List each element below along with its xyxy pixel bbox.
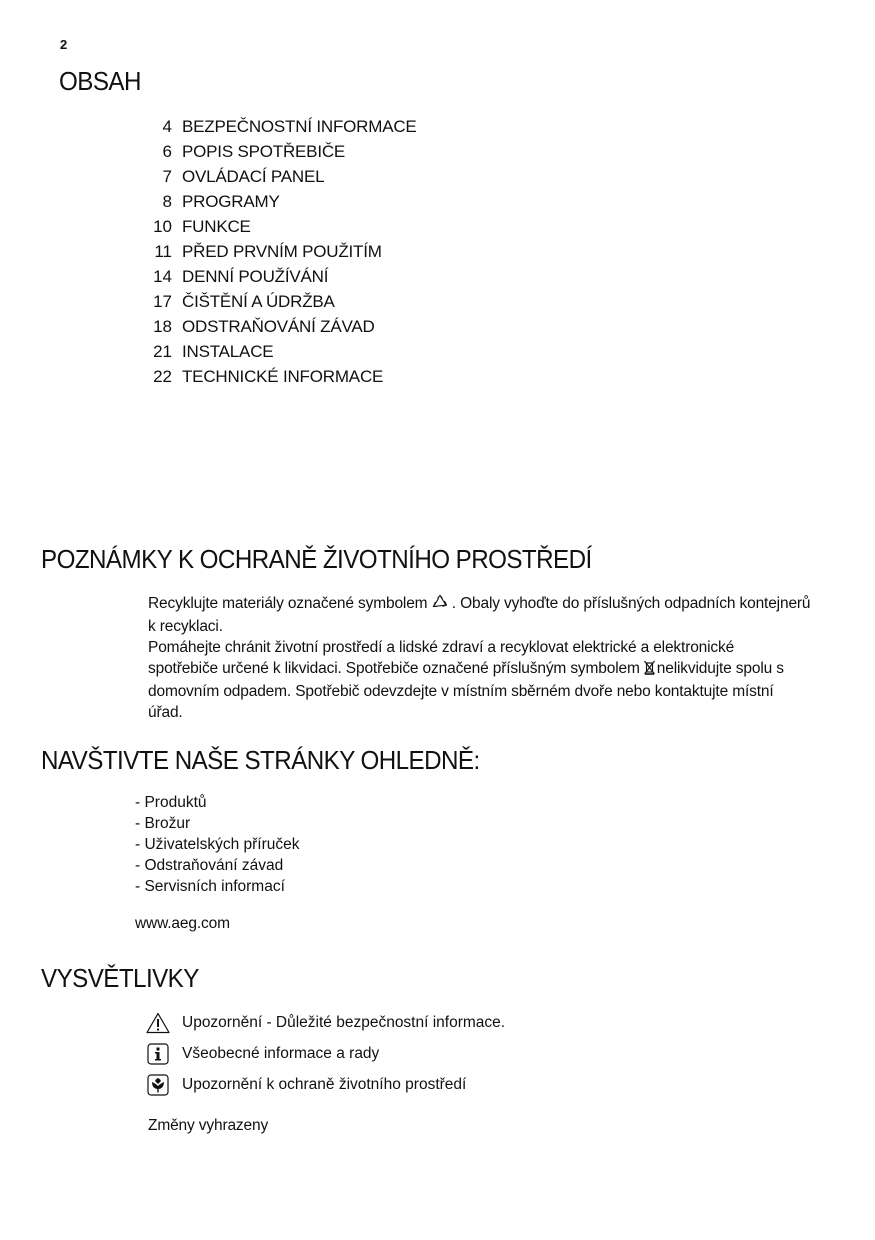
toc-title: OVLÁDACÍ PANEL [182, 167, 325, 186]
toc-entry[interactable] [150, 264, 417, 289]
legend-item [146, 1069, 505, 1100]
toc-entry[interactable] [150, 364, 417, 389]
legend-item [146, 1038, 505, 1069]
info-icon [146, 1042, 170, 1066]
toc-entry[interactable] [150, 239, 417, 264]
environment-text: spotřebiče určené k likvidaci. Spotřebiče označené příslušným symbolem [148, 660, 640, 677]
legend-item [146, 1007, 505, 1038]
legend-label: Upozornění k ochraně životního prostředí [182, 1075, 467, 1093]
legend-heading: VYSVĚTLIVKY [41, 963, 199, 993]
environment-line: domovním odpadem. Spotřebič odevzdejte v místním sběrném dvoře nebo kontaktujte místní [148, 683, 774, 700]
toc-page-number: 21 [153, 342, 172, 361]
changes-reserved-note: Změny vyhrazeny [148, 1117, 269, 1134]
toc-title: POPIS SPOTŘEBIČE [182, 142, 346, 161]
environment-text: Recyklujte materiály označené symbolem [148, 595, 428, 612]
toc-entry[interactable] [150, 189, 417, 214]
toc-page-number: 10 [153, 217, 172, 236]
list-item: - Produktů [135, 794, 207, 811]
environment-line [148, 593, 810, 616]
toc-title: ČIŠTĚNÍ A ÚDRŽBA [182, 292, 335, 311]
toc-title: PŘED PRVNÍM POUŽITÍM [182, 242, 382, 261]
environment-line: úřad. [148, 704, 183, 721]
warning-icon [146, 1011, 170, 1035]
environment-line [148, 658, 810, 681]
visit-heading: NAVŠTIVTE NAŠE STRÁNKY OHLEDNĚ: [41, 745, 480, 775]
visit-list [135, 792, 300, 897]
table-of-contents [150, 114, 417, 389]
list-item: - Brožur [135, 815, 191, 832]
toc-page-number: 22 [153, 367, 172, 386]
toc-page-number: 6 [162, 142, 172, 161]
environment-icon [146, 1073, 170, 1097]
toc-title: BEZPEČNOSTNÍ INFORMACE [182, 117, 417, 136]
environment-line: Pomáhejte chránit životní prostředí a lidské zdraví a recyklovat elektrické a elektronické [148, 639, 735, 656]
toc-entry[interactable] [150, 339, 417, 364]
website-link[interactable]: www.aeg.com [135, 915, 230, 932]
toc-title: TECHNICKÉ INFORMACE [182, 367, 384, 386]
toc-page-number: 8 [162, 192, 172, 211]
contents-heading: OBSAH [59, 66, 141, 96]
toc-title: FUNKCE [182, 217, 251, 236]
crossed-bin-icon [644, 660, 655, 681]
toc-page-number: 17 [153, 292, 172, 311]
environment-heading: POZNÁMKY K OCHRANĚ ŽIVOTNÍHO PROSTŘEDÍ [41, 544, 592, 574]
toc-entry[interactable] [150, 214, 417, 239]
toc-entry[interactable] [150, 314, 417, 339]
toc-page-number: 7 [162, 167, 172, 186]
recycle-icon [432, 594, 448, 616]
list-item: - Servisních informací [135, 878, 285, 895]
environment-line: k recyklaci. [148, 618, 223, 635]
toc-title: DENNÍ POUŽÍVÁNÍ [182, 267, 329, 286]
toc-entry[interactable] [150, 289, 417, 314]
toc-title: PROGRAMY [182, 192, 280, 211]
legend-label: Upozornění - Důležité bezpečnostní informace. [182, 1013, 506, 1031]
toc-page-number: 4 [162, 117, 172, 136]
legend-label: Všeobecné informace a rady [182, 1044, 380, 1062]
toc-entry[interactable] [150, 114, 417, 139]
toc-entry[interactable] [150, 139, 417, 164]
toc-page-number: 11 [154, 242, 172, 261]
toc-title: INSTALACE [182, 342, 274, 361]
toc-page-number: 18 [153, 317, 172, 336]
list-item: - Odstraňování závad [135, 857, 284, 874]
list-item: - Uživatelských příruček [135, 836, 300, 853]
environment-text: . Obaly vyhoďte do příslušných odpadních kontejnerů [451, 595, 811, 612]
environment-text: nelikvidujte spolu s [656, 660, 784, 677]
toc-title: ODSTRAŇOVÁNÍ ZÁVAD [182, 317, 375, 336]
legend-list [146, 1007, 505, 1100]
page-number: 2 [60, 37, 68, 52]
toc-entry[interactable] [150, 164, 417, 189]
environment-paragraph [148, 593, 810, 723]
toc-page-number: 14 [153, 267, 172, 286]
